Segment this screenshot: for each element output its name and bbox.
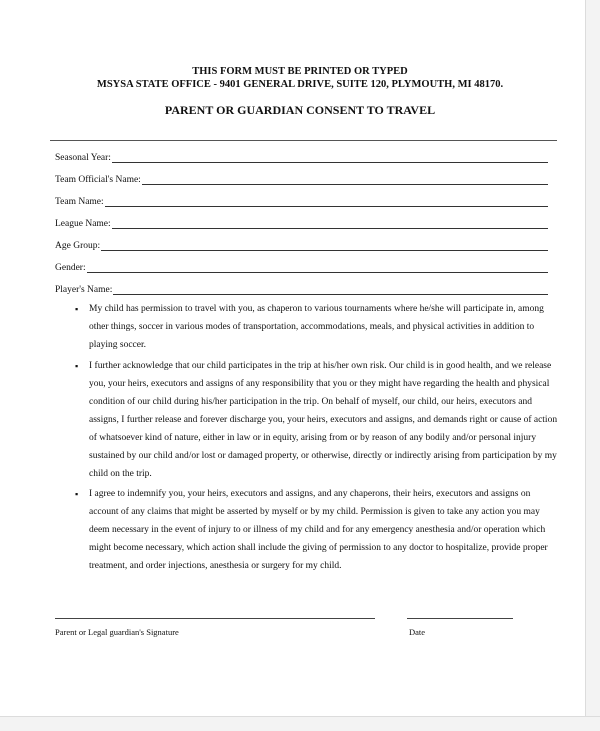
- permission-paragraph: [89, 300, 559, 354]
- gender-input-line[interactable]: [87, 261, 548, 273]
- paragraph-line: My child has permission to travel with you, as chaperon to various tournaments where he/she will participate in, among: [89, 304, 544, 314]
- paragraph-line: you, your heirs, executors and assigns of any responsibility that you or they might have regarding the health and physical: [89, 379, 550, 389]
- paragraph-line: treatment, and order injections, anesthesia or surgery for my child.: [89, 561, 342, 571]
- paragraph-line: might become necessary, which action shall include the giving of permission to any doctor to hospitalize, provide proper: [89, 543, 548, 553]
- release-paragraph: [89, 357, 559, 483]
- date-label: Date: [409, 627, 426, 637]
- page-title: PARENT OR GUARDIAN CONSENT TO TRAVEL: [164, 103, 436, 117]
- office-address: MSYSA STATE OFFICE - 9401 GENERAL DRIVE, SUITE 120, PLYMOUTH, MI 48170.: [96, 79, 504, 90]
- age-group-field[interactable]: [55, 237, 548, 251]
- league-name-field[interactable]: [55, 215, 548, 229]
- team-official-name-label: Team Official's Name:: [55, 175, 141, 185]
- viewer-frame-bottom: [0, 716, 600, 731]
- paragraph-line: assigns, I further release and forever discharge you, your heirs, executors and assigns, and demands right or cause of action: [89, 415, 558, 425]
- age-group-label: Age Group:: [55, 241, 101, 251]
- paragraph-line: of whatsoever kind of nature, either in law or in equity, arising from or by reason of any bodily and/or personal injury: [89, 433, 537, 443]
- date-input-line[interactable]: [407, 618, 513, 619]
- form-instruction: THIS FORM MUST BE PRINTED OR TYPED: [192, 66, 408, 77]
- header-divider: [50, 140, 557, 141]
- paragraph-line: account of any claims that might be asserted by myself or by my child. Permission is given to take any action you may: [89, 507, 540, 517]
- paragraph-line: deem necessary in the event of injury to or illness of my child and for any emergency anesthesia and/or operation which: [89, 525, 546, 535]
- players-name-label: Player's Name:: [55, 285, 113, 295]
- bullet-icon: ▪: [75, 489, 79, 499]
- team-name-field[interactable]: [55, 193, 548, 207]
- seasonal-year-field[interactable]: [55, 149, 548, 163]
- paragraph-line: I further acknowledge that our child participates in the trip at his/her own risk. Our child is in good health, and we release: [89, 361, 552, 371]
- paragraph-line: condition of our child during his/her participation in the trip. On behalf of myself, our child, our heirs, executors and: [89, 397, 532, 407]
- paragraph-line: sustained by our child and/or lost or damaged property, or otherwise, directly or indirectly arising from participation by my: [89, 451, 557, 461]
- league-name-label: League Name:: [55, 219, 111, 229]
- players-name-field[interactable]: [55, 281, 548, 295]
- paragraph-line: I agree to indemnify you, your heirs, executors and assigns, and any chaperons, their heirs, executors and assigns on: [89, 489, 531, 499]
- league-name-input-line[interactable]: [112, 217, 548, 229]
- age-group-input-line[interactable]: [101, 239, 548, 251]
- gender-field[interactable]: [55, 259, 548, 273]
- team-official-name-field[interactable]: [55, 171, 548, 185]
- players-name-input-line[interactable]: [113, 283, 548, 295]
- paragraph-line: other things, soccer in various modes of transportation, accommodations, meals, and physical activities in addition to: [89, 322, 535, 332]
- team-official-name-input-line[interactable]: [142, 173, 548, 185]
- seasonal-year-label: Seasonal Year:: [55, 153, 111, 163]
- team-name-input-line[interactable]: [105, 195, 548, 207]
- team-name-label: Team Name:: [55, 197, 104, 207]
- seasonal-year-input-line[interactable]: [112, 151, 548, 163]
- signature-label: Parent or Legal guardian's Signature: [55, 627, 179, 637]
- signature-input-line[interactable]: [55, 618, 375, 619]
- indemnify-paragraph: [89, 485, 559, 575]
- paragraph-line: child on the trip.: [89, 469, 152, 479]
- bullet-icon: ▪: [75, 304, 79, 314]
- gender-label: Gender:: [55, 263, 86, 273]
- bullet-icon: ▪: [75, 361, 79, 371]
- paragraph-line: playing soccer.: [89, 340, 146, 350]
